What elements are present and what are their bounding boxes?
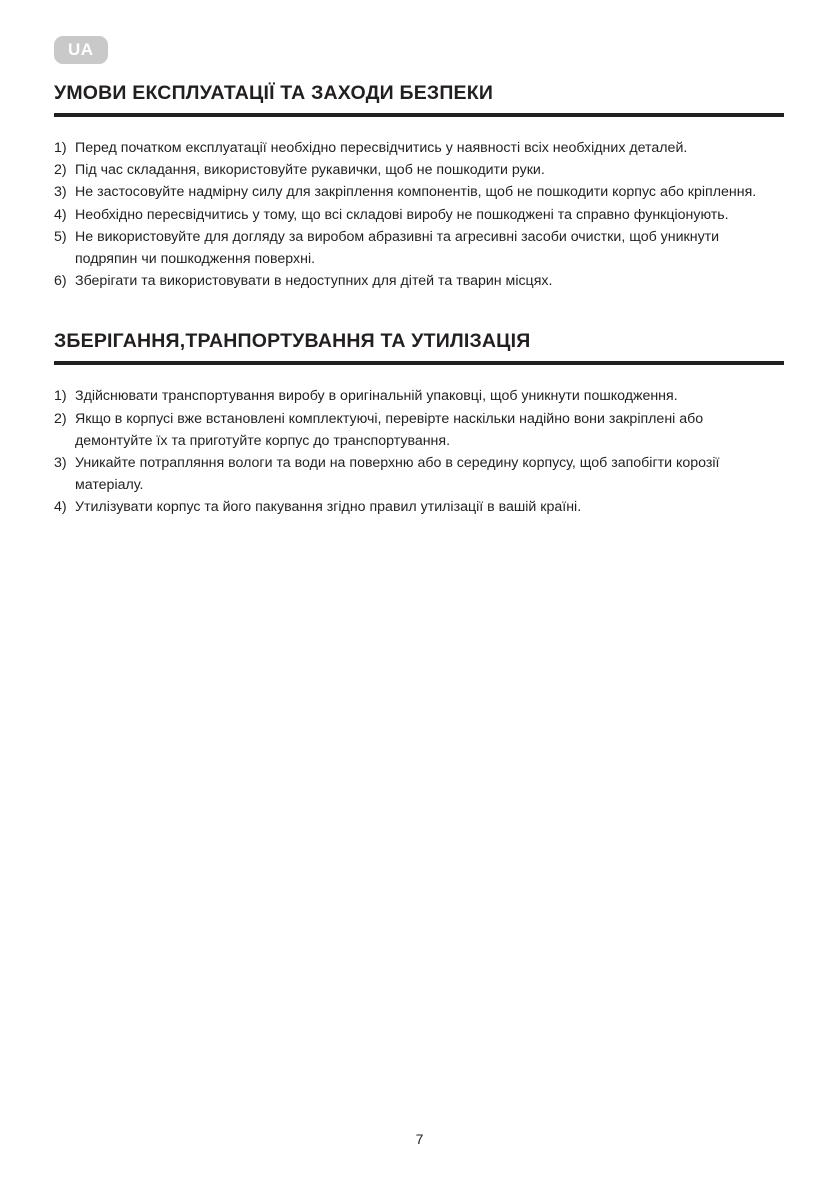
section-divider: [54, 361, 784, 365]
page-number: 7: [415, 1131, 424, 1147]
list-item-text: Перед початком експлуатації необхідно пересвідчитись у наявності всіх необхідних деталей.: [75, 140, 688, 156]
list-item: [54, 159, 784, 181]
list-item: [54, 270, 784, 292]
list-item-text: Уникайте потрапляння вологи та води на поверхню або в середину корпусу, щоб запобігти корозії матеріалу.: [75, 455, 720, 494]
list-item-text: Здійснювати транспортування виробу в оригінальній упаковці, щоб уникнути пошкодження.: [75, 388, 678, 405]
list-item-marker: 1): [54, 140, 67, 156]
list-item: [54, 408, 784, 452]
list-item-text: Не застосовуйте надмірну силу для закріплення компонентів, щоб не пошкодити корпус або кріплення.: [75, 184, 757, 201]
instruction-list-storage: [54, 385, 784, 518]
section-spacer: [54, 292, 784, 329]
list-item-marker: 4): [54, 499, 67, 516]
list-item: [54, 181, 784, 203]
list-item: [54, 204, 784, 226]
list-item-text: Якщо в корпусі вже встановлені комплектуючі, перевірте наскільки надійно вони закріплені або демонтуйте їх та приготуйте корпус до транспортування.: [75, 410, 704, 449]
list-item-marker: 3): [54, 455, 67, 472]
list-item-marker: 3): [54, 184, 67, 201]
list-item-marker: 2): [54, 162, 67, 179]
list-item: [54, 385, 784, 407]
language-badge: UA: [54, 36, 108, 64]
list-item: [54, 226, 784, 270]
section-divider: [54, 113, 784, 117]
page-content: [54, 36, 784, 519]
section-operating-conditions: [54, 81, 784, 292]
list-item-text: Необхідно пересвідчитись у тому, що всі складові виробу не пошкоджені та справно функціонують.: [75, 206, 729, 223]
section-storage-transport-disposal: [54, 329, 784, 518]
list-item: [54, 452, 784, 496]
list-item-marker: 1): [54, 388, 67, 405]
list-item-marker: 5): [54, 228, 67, 245]
instruction-list-operating: [54, 137, 784, 292]
list-item-text: Утилізувати корпус та його пакування згідно правил утилізації в вашій країні.: [75, 499, 582, 516]
section-heading: ЗБЕРІГАННЯ,ТРАНПОРТУВАННЯ ТА УТИЛІЗАЦІЯ: [54, 330, 531, 353]
list-item-text: Під час складання, використовуйте рукавички, щоб не пошкодити руки.: [75, 162, 545, 179]
list-item-marker: 4): [54, 206, 67, 223]
list-item: [54, 137, 784, 159]
list-item: [54, 496, 784, 518]
list-item-text: Зберігати та використовувати в недоступних для дітей та тварин місцях.: [75, 273, 553, 290]
list-item-text: Не використовуйте для догляду за виробом абразивні та агресивні засоби очистки, щоб уникнути подряпин чи пошкодження поверхні.: [75, 228, 720, 268]
list-item-marker: 2): [54, 410, 67, 427]
list-item-marker: 6): [54, 273, 67, 290]
section-heading: УМОВИ ЕКСПЛУАТАЦІЇ ТА ЗАХОДИ БЕЗПЕКИ: [54, 82, 494, 104]
